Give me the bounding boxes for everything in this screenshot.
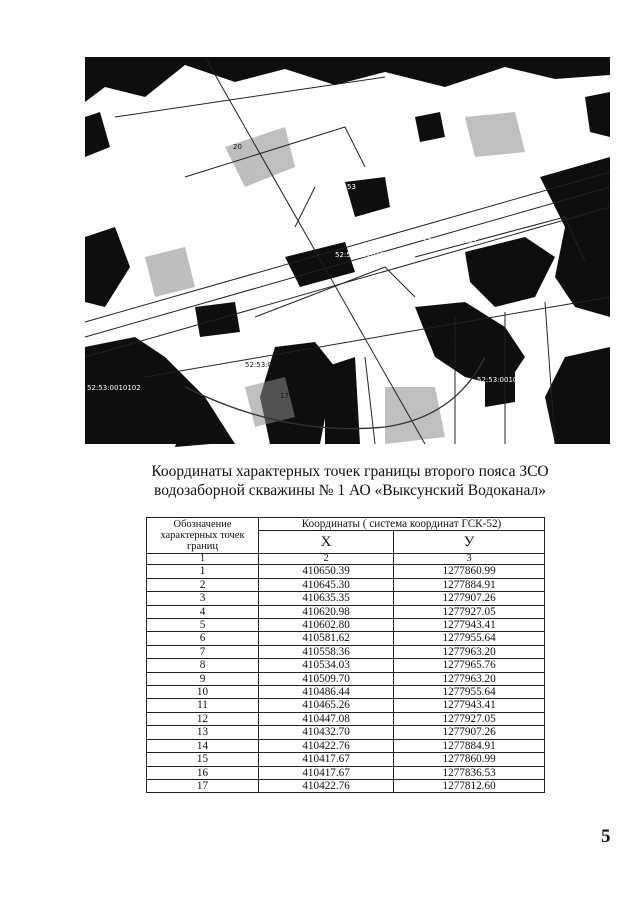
x-coordinate-cell: 410417.67 (259, 753, 394, 766)
point-number-cell: 15 (147, 753, 259, 766)
map-label: 53 (347, 183, 356, 191)
caption-line-2: водозаборной скважины № 1 АО «Выксунский Водоканал» (153, 482, 547, 499)
map-label: 14 (449, 335, 458, 343)
table-row (147, 659, 545, 672)
map-label: 8 (479, 253, 484, 261)
y-coordinate-cell: 1277963.20 (394, 672, 545, 685)
column-number-1: 1 (147, 554, 259, 565)
point-number-cell: 1 (147, 565, 259, 578)
point-number-cell: 2 (147, 578, 259, 591)
table-row (147, 739, 545, 752)
y-coordinate-cell: 1277955.64 (394, 632, 545, 645)
table-row (147, 578, 545, 591)
map-label: 52:53:0010106 (575, 316, 629, 324)
x-coordinate-cell: 410422.76 (259, 739, 394, 752)
point-number-cell: 17 (147, 779, 259, 792)
x-coordinate-cell: 410534.03 (259, 659, 394, 672)
y-coordinate-cell: 1277836.53 (394, 766, 545, 779)
y-coordinate-cell: 1277955.64 (394, 686, 545, 699)
header-coordinates: Координаты ( система координат ГСК-52) (259, 518, 545, 531)
y-coordinate-cell: 1277963.20 (394, 645, 545, 658)
table-row (147, 619, 545, 632)
y-coordinate-cell: 1277907.26 (394, 726, 545, 739)
y-coordinate-cell: 1277927.05 (394, 605, 545, 618)
table-row (147, 712, 545, 725)
point-number-cell: 14 (147, 739, 259, 752)
map-label: 16 (317, 398, 326, 406)
map-label: 52:53:0010105 (477, 376, 531, 384)
column-number-2: 2 (259, 554, 394, 565)
point-number-cell: 6 (147, 632, 259, 645)
table-row (147, 632, 545, 645)
table-row (147, 645, 545, 658)
table-row (147, 779, 545, 792)
y-coordinate-cell: 1277812.60 (394, 779, 545, 792)
header-x: X (259, 531, 394, 554)
x-coordinate-cell: 410486.44 (259, 686, 394, 699)
page-number: 5 (601, 826, 611, 847)
table-row (147, 592, 545, 605)
map-label: 52:53:0010107 (245, 361, 299, 369)
x-coordinate-cell: 410602.80 (259, 619, 394, 632)
column-number-3: 3 (394, 554, 545, 565)
x-coordinate-cell: 410417.67 (259, 766, 394, 779)
table-row (147, 699, 545, 712)
point-number-cell: 9 (147, 672, 259, 685)
cadastral-map-image (85, 57, 629, 444)
map-label: 52:53:0010103 (423, 237, 477, 245)
x-coordinate-cell: 410635.35 (259, 592, 394, 605)
y-coordinate-cell: 1277943.41 (394, 699, 545, 712)
x-coordinate-cell: 410432.70 (259, 726, 394, 739)
y-coordinate-cell: 1277907.26 (394, 592, 545, 605)
point-number-cell: 10 (147, 686, 259, 699)
x-coordinate-cell: 410581.62 (259, 632, 394, 645)
caption-line-1: Координаты характерных точек границы второго пояса ЗСО (151, 463, 549, 480)
map-label: 20 (233, 143, 242, 151)
table-row (147, 753, 545, 766)
x-coordinate-cell: 410465.26 (259, 699, 394, 712)
table-row (147, 605, 545, 618)
map-label: 17 (280, 392, 289, 400)
y-coordinate-cell: 1277965.76 (394, 659, 545, 672)
map-label: 52:53:0010104 (335, 251, 389, 259)
y-coordinate-cell: 1277943.41 (394, 619, 545, 632)
coordinates-table (146, 517, 545, 793)
y-coordinate-cell: 1277927.05 (394, 712, 545, 725)
header-designation: Обозначение характерных точек границ (147, 518, 259, 554)
x-coordinate-cell: 410650.39 (259, 565, 394, 578)
header-y: У (394, 531, 545, 554)
point-number-cell: 4 (147, 605, 259, 618)
point-number-cell: 8 (147, 659, 259, 672)
point-number-cell: 3 (147, 592, 259, 605)
map-label: 52:53:0010102 (87, 384, 141, 392)
table-row (147, 672, 545, 685)
table-row (147, 766, 545, 779)
table-caption (80, 462, 620, 500)
x-coordinate-cell: 410509.70 (259, 672, 394, 685)
x-coordinate-cell: 410620.98 (259, 605, 394, 618)
point-number-cell: 7 (147, 645, 259, 658)
table-row (147, 565, 545, 578)
y-coordinate-cell: 1277884.91 (394, 578, 545, 591)
table-row (147, 686, 545, 699)
x-coordinate-cell: 410422.76 (259, 779, 394, 792)
y-coordinate-cell: 1277884.91 (394, 739, 545, 752)
x-coordinate-cell: 410447.08 (259, 712, 394, 725)
x-coordinate-cell: 410645.30 (259, 578, 394, 591)
point-number-cell: 12 (147, 712, 259, 725)
x-coordinate-cell: 410558.36 (259, 645, 394, 658)
point-number-cell: 11 (147, 699, 259, 712)
point-number-cell: 13 (147, 726, 259, 739)
point-number-cell: 16 (147, 766, 259, 779)
y-coordinate-cell: 1277860.99 (394, 565, 545, 578)
table-row (147, 726, 545, 739)
point-number-cell: 5 (147, 619, 259, 632)
y-coordinate-cell: 1277860.99 (394, 753, 545, 766)
